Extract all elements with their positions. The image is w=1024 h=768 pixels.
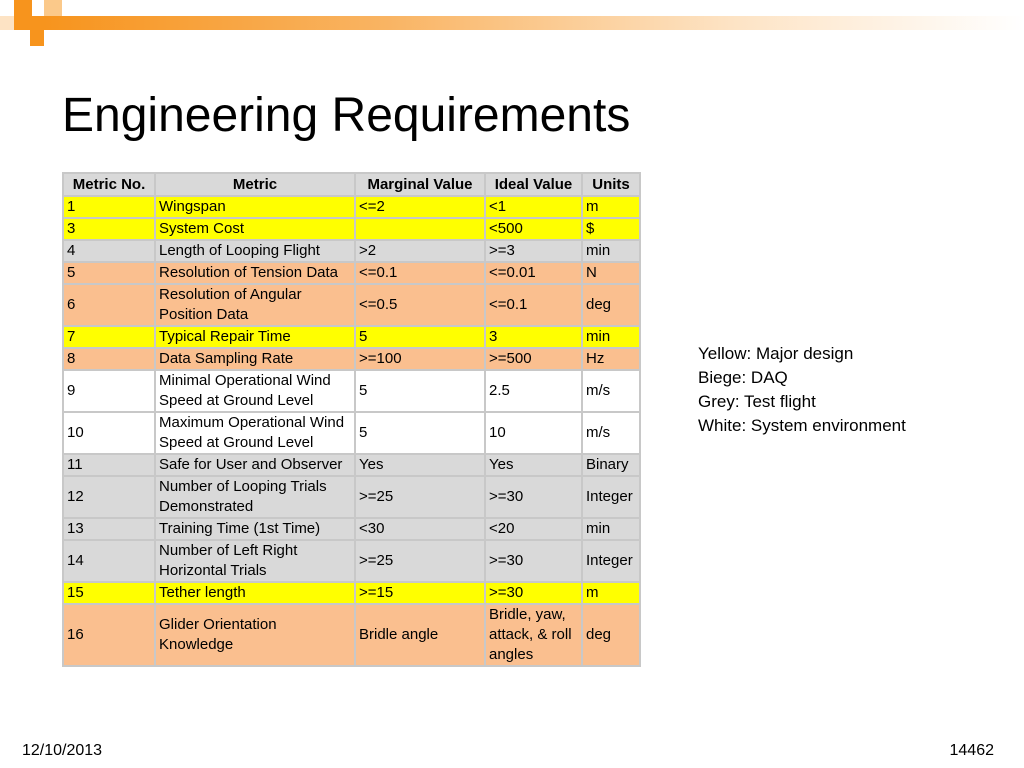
cell-ideal: >=30 xyxy=(485,582,582,604)
table-row xyxy=(63,240,640,262)
cell-units: m/s xyxy=(582,370,640,412)
decor-square xyxy=(14,0,32,16)
cell-units: min xyxy=(582,518,640,540)
header-marginal-value: Marginal Value xyxy=(355,173,485,196)
cell-metric-no: 14 xyxy=(63,540,155,582)
cell-ideal: >=3 xyxy=(485,240,582,262)
cell-metric-no: 16 xyxy=(63,604,155,666)
header-metric: Metric xyxy=(155,173,355,196)
header-metric-no: Metric No. xyxy=(63,173,155,196)
table-row xyxy=(63,412,640,454)
legend-item-grey: Grey: Test flight xyxy=(698,392,816,411)
header-ideal-value: Ideal Value xyxy=(485,173,582,196)
cell-metric: System Cost xyxy=(155,218,355,240)
header-units: Units xyxy=(582,173,640,196)
decor-square xyxy=(44,0,62,16)
cell-marginal: >=15 xyxy=(355,582,485,604)
legend-item-yellow: Yellow: Major design xyxy=(698,344,854,363)
table-row xyxy=(63,370,640,412)
cell-units: min xyxy=(582,326,640,348)
cell-ideal: Bridle, yaw, attack, & roll angles xyxy=(485,604,582,666)
cell-metric-no: 9 xyxy=(63,370,155,412)
cell-marginal: Yes xyxy=(355,454,485,476)
cell-metric-no: 1 xyxy=(63,196,155,218)
slide-header-decoration xyxy=(0,0,1024,46)
cell-units: Integer xyxy=(582,476,640,518)
cell-metric: Resolution of Angular Position Data xyxy=(155,284,355,326)
cell-ideal: <=0.01 xyxy=(485,262,582,284)
cell-marginal: Bridle angle xyxy=(355,604,485,666)
table-row xyxy=(63,604,640,666)
cell-units: m xyxy=(582,582,640,604)
cell-units: deg xyxy=(582,604,640,666)
cell-metric-no: 12 xyxy=(63,476,155,518)
cell-marginal: 5 xyxy=(355,370,485,412)
cell-units: $ xyxy=(582,218,640,240)
cell-metric-no: 6 xyxy=(63,284,155,326)
cell-metric: Resolution of Tension Data xyxy=(155,262,355,284)
cell-units: min xyxy=(582,240,640,262)
cell-ideal: <1 xyxy=(485,196,582,218)
cell-units: Hz xyxy=(582,348,640,370)
cell-marginal: <=0.1 xyxy=(355,262,485,284)
cell-marginal: <=0.5 xyxy=(355,284,485,326)
cell-ideal: >=30 xyxy=(485,476,582,518)
cell-metric: Number of Left Right Horizontal Trials xyxy=(155,540,355,582)
cell-metric-no: 15 xyxy=(63,582,155,604)
cell-units: deg xyxy=(582,284,640,326)
cell-metric-no: 7 xyxy=(63,326,155,348)
cell-ideal: >=500 xyxy=(485,348,582,370)
requirements-table xyxy=(62,172,641,667)
cell-metric: Data Sampling Rate xyxy=(155,348,355,370)
table-row xyxy=(63,476,640,518)
cell-metric: Typical Repair Time xyxy=(155,326,355,348)
cell-marginal: >=25 xyxy=(355,476,485,518)
table-row xyxy=(63,348,640,370)
header-gradient-bar xyxy=(44,16,1024,30)
table-row xyxy=(63,582,640,604)
cell-metric: Training Time (1st Time) xyxy=(155,518,355,540)
cell-units: m xyxy=(582,196,640,218)
cell-metric: Tether length xyxy=(155,582,355,604)
footer-date: 12/10/2013 xyxy=(22,742,103,759)
cell-marginal: <30 xyxy=(355,518,485,540)
cell-metric: Wingspan xyxy=(155,196,355,218)
decor-square xyxy=(14,16,44,30)
cell-ideal: 2.5 xyxy=(485,370,582,412)
cell-marginal: >=100 xyxy=(355,348,485,370)
cell-units: Integer xyxy=(582,540,640,582)
cell-metric-no: 4 xyxy=(63,240,155,262)
cell-ideal: <20 xyxy=(485,518,582,540)
cell-metric: Maximum Operational Wind Speed at Ground Level xyxy=(155,412,355,454)
table-row xyxy=(63,262,640,284)
cell-metric-no: 5 xyxy=(63,262,155,284)
cell-ideal: <500 xyxy=(485,218,582,240)
cell-ideal: 10 xyxy=(485,412,582,454)
cell-marginal: 5 xyxy=(355,326,485,348)
table-row xyxy=(63,454,640,476)
cell-marginal: 5 xyxy=(355,412,485,454)
footer-slide-number: 14462 xyxy=(949,742,994,759)
cell-metric-no: 11 xyxy=(63,454,155,476)
cell-marginal: <=2 xyxy=(355,196,485,218)
cell-metric-no: 13 xyxy=(63,518,155,540)
decor-square xyxy=(30,30,44,46)
cell-metric-no: 10 xyxy=(63,412,155,454)
table-header-row xyxy=(63,173,640,196)
table-row xyxy=(63,518,640,540)
cell-metric: Minimal Operational Wind Speed at Ground Level xyxy=(155,370,355,412)
cell-metric: Safe for User and Observer xyxy=(155,454,355,476)
cell-metric: Length of Looping Flight xyxy=(155,240,355,262)
table-row xyxy=(63,326,640,348)
legend-item-white: White: System environment xyxy=(698,416,906,435)
cell-ideal: <=0.1 xyxy=(485,284,582,326)
cell-metric: Number of Looping Trials Demonstrated xyxy=(155,476,355,518)
decor-square xyxy=(0,16,14,30)
cell-marginal: >2 xyxy=(355,240,485,262)
table-row xyxy=(63,284,640,326)
cell-units: m/s xyxy=(582,412,640,454)
cell-marginal xyxy=(355,218,485,240)
cell-ideal: Yes xyxy=(485,454,582,476)
cell-ideal: 3 xyxy=(485,326,582,348)
cell-metric-no: 8 xyxy=(63,348,155,370)
cell-ideal: >=30 xyxy=(485,540,582,582)
cell-metric: Glider Orientation Knowledge xyxy=(155,604,355,666)
slide-title: Engineering Requirements xyxy=(62,89,631,142)
cell-units: N xyxy=(582,262,640,284)
table-row xyxy=(63,540,640,582)
table-row xyxy=(63,196,640,218)
table-row xyxy=(63,218,640,240)
legend-item-biege: Biege: DAQ xyxy=(698,368,788,387)
cell-marginal: >=25 xyxy=(355,540,485,582)
color-legend xyxy=(698,342,906,438)
cell-metric-no: 3 xyxy=(63,218,155,240)
cell-units: Binary xyxy=(582,454,640,476)
